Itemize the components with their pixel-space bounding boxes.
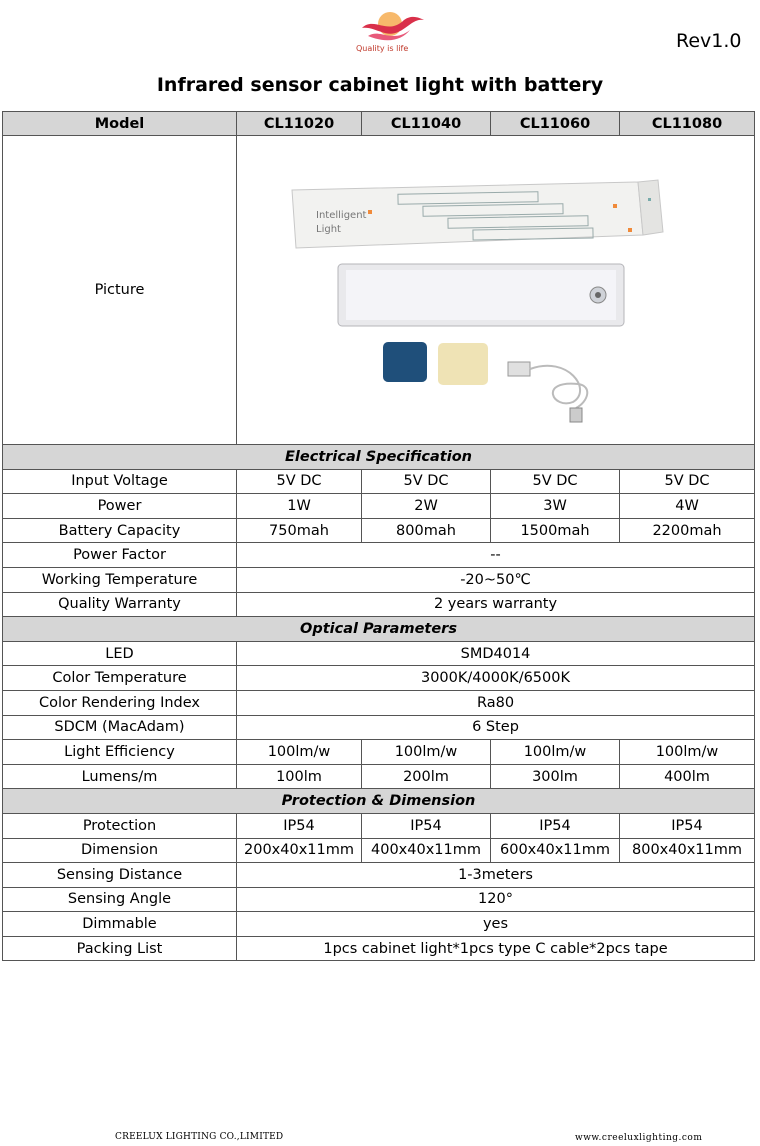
row-label: Dimmable [3,912,237,937]
table-row [3,764,755,789]
table-row [3,518,755,543]
value-cell: 3W [491,494,620,519]
value-cell: IP54 [491,813,620,838]
value-cell: IP54 [237,813,362,838]
table-row [3,813,755,838]
spec-table [2,111,755,961]
value-cell: 5V DC [362,469,491,494]
section-protection [3,789,755,814]
value-cell: 5V DC [620,469,755,494]
table-row [3,690,755,715]
value-cell: 1-3meters [237,863,755,888]
value-cell: 3000K/4000K/6500K [237,666,755,691]
revision-label: Rev1.0 [676,30,742,52]
box-text-line: Light [315,224,341,235]
document-title: Infrared sensor cabinet light with battery [156,74,604,96]
value-cell: 400x40x11mm [362,838,491,863]
value-cell: 200lm [362,764,491,789]
value-cell: 1500mah [491,518,620,543]
table-row [3,543,755,568]
value-cell: IP54 [620,813,755,838]
picture-label: Picture [3,136,237,445]
row-label: Dimension [3,838,237,863]
table-row [3,838,755,863]
value-cell: 100lm/w [362,740,491,765]
model-cell: CL11040 [362,112,491,136]
row-label: Color Rendering Index [3,690,237,715]
row-label: Input Voltage [3,469,237,494]
value-cell: 6 Step [237,715,755,740]
value-cell: 300lm [491,764,620,789]
value-cell: Ra80 [237,690,755,715]
value-cell: -20~50℃ [237,567,755,592]
value-cell: 100lm/w [491,740,620,765]
section-title: Protection & Dimension [3,789,755,814]
section-optical [3,617,755,642]
table-row [3,863,755,888]
value-cell: -- [237,543,755,568]
table-row [3,592,755,617]
value-cell: 1pcs cabinet light*1pcs type C cable*2pcs tape [237,936,755,961]
model-label: Model [3,112,237,136]
section-title: Electrical Specification [3,445,755,470]
value-cell: yes [237,912,755,937]
value-cell: 4W [620,494,755,519]
value-cell: 5V DC [237,469,362,494]
value-cell: 2 years warranty [237,592,755,617]
model-cell: CL11020 [237,112,362,136]
table-row [3,469,755,494]
table-row [3,740,755,765]
table-row [3,567,755,592]
row-label: Protection [3,813,237,838]
product-picture-cell [237,136,755,445]
value-cell: 750mah [237,518,362,543]
row-label: Light Efficiency [3,740,237,765]
value-cell: 120° [237,887,755,912]
row-label: Battery Capacity [3,518,237,543]
value-cell: 200x40x11mm [237,838,362,863]
table-row [3,715,755,740]
row-label: Sensing Angle [3,887,237,912]
section-title: Optical Parameters [3,617,755,642]
footer-website: www.creeluxlighting.com [575,1133,703,1143]
value-cell: 1W [237,494,362,519]
value-cell: IP54 [362,813,491,838]
logo-tagline: Quality is life [356,44,409,53]
box-text-line: Intelligent [315,210,366,221]
value-cell: 2W [362,494,491,519]
footer-company: CREELUX LIGHTING CO.,LIMITED [115,1132,284,1142]
model-cell: CL11060 [491,112,620,136]
value-cell: 100lm/w [237,740,362,765]
table-row [3,912,755,937]
value-cell: SMD4014 [237,641,755,666]
value-cell: 400lm [620,764,755,789]
table-row [3,936,755,961]
value-cell: 600x40x11mm [491,838,620,863]
table-row [3,494,755,519]
row-label: Sensing Distance [3,863,237,888]
row-label: Working Temperature [3,567,237,592]
product-photo [238,140,754,440]
value-cell: 800x40x11mm [620,838,755,863]
picture-row [3,136,755,445]
section-electrical [3,445,755,470]
value-cell: 2200mah [620,518,755,543]
row-label: Packing List [3,936,237,961]
table-row [3,641,755,666]
row-label: Power Factor [3,543,237,568]
row-label: SDCM (MacAdam) [3,715,237,740]
row-label: Color Temperature [3,666,237,691]
table-row [3,666,755,691]
value-cell: 5V DC [491,469,620,494]
model-header-row [3,112,755,136]
value-cell: 800mah [362,518,491,543]
row-label: LED [3,641,237,666]
model-cell: CL11080 [620,112,755,136]
row-label: Quality Warranty [3,592,237,617]
row-label: Lumens/m [3,764,237,789]
value-cell: 100lm [237,764,362,789]
value-cell: 100lm/w [620,740,755,765]
table-row [3,887,755,912]
row-label: Power [3,494,237,519]
